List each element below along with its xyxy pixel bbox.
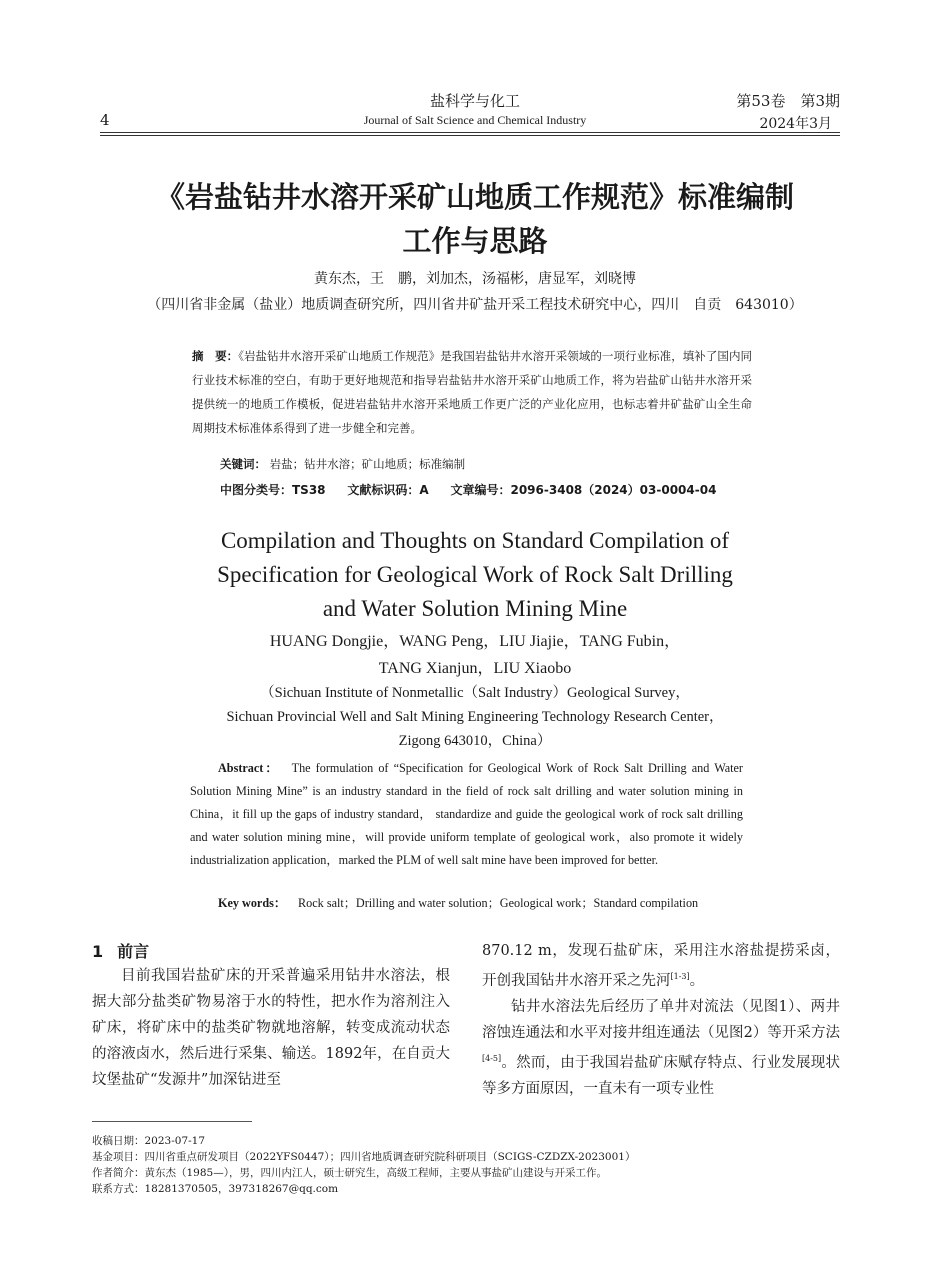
body-paragraph	[482, 994, 840, 1102]
keywords-cn-label: 关键词：	[220, 457, 266, 471]
footnote-author-bio: 作者简介：黄东杰（1985—），男，四川内江人，硕士研究生，高级工程师，主要从事盐矿山建设与开采工作。	[92, 1167, 607, 1179]
keywords-en-text: Rock salt；Drilling and water solution；Geological work；Standard compilation	[298, 896, 699, 910]
citation: [1-3]	[670, 972, 690, 981]
footnote-fund: 基金项目：四川省重点研发项目（2022YFS0447）；四川省地质调查研究院科研项目（SCIGS-CZDZX-2023001）	[92, 1151, 636, 1163]
keywords-en	[218, 894, 758, 911]
body-text-end: 。	[689, 972, 705, 989]
authors-en-line2: TANG Xianjun，LIU Xiaobo	[378, 660, 572, 677]
body-text-end: 。然而，由于我国岩盐矿床赋存特点、行业发展现状等多方面原因，一直未有一项专业性	[482, 1054, 840, 1097]
page-number: 4	[100, 111, 110, 129]
body-column-left	[92, 963, 450, 1093]
body-text: 870.12 m，发现石盐矿床，采用注水溶盐提捞采卤，开创我国钻井水溶开采之先河	[482, 943, 840, 989]
keywords-cn-text: 岩盐；钻井水溶；矿山地质；标准编制	[269, 457, 466, 471]
title-en-line3: and Water Solution Mining Mine	[322, 596, 628, 621]
keywords-en-label: Key words：	[218, 896, 287, 910]
affiliation-en-line3: Zigong 643010，China）	[398, 733, 552, 749]
title-en-line2: Specification for Geological Work of Rock Salt Drilling	[217, 562, 733, 587]
footnote-contact: 联系方式：18281370505，397318267@qq.com	[92, 1183, 339, 1195]
abstract-cn-label: 摘 要：	[192, 349, 239, 363]
affiliation-en-line1: （Sichuan Institute of Nonmetallic（Salt Industry）Geological Survey，	[260, 685, 690, 701]
title-en	[80, 524, 870, 626]
issue-date: 2024年3月	[759, 116, 832, 132]
section-title: 前言	[117, 942, 150, 961]
abstract-cn-text: 《岩盐钻井水溶开采矿山地质工作规范》是我国岩盐钻井水溶开采领域的一项行业标准，填补了国内同行业技术标准的空白，有助于更好地规范和指导岩盐钻井水溶开采矿山地质工作，将为岩盐矿山钻井水溶开采提供统一的地质工作模板，促进岩盐钻井水溶开采地质工作更广泛的产业化应用，也标志着井矿盐矿山全生命周期技术标准体系得到了进一步健全和完善。	[192, 349, 752, 435]
abstract-en-text: The formulation of “Specification for Geological Work of Rock Salt Drilling and Water Solution Mining Mine” is an industry standard in the field of rock salt drilling and water solution mining in China，it fill up the gaps of industry standard， standardize and guide the geological work of rock salt drilling and water solution mining mine，will provide uniform template of geological work，also promote it widely industrialization application，marked the PLM of well salt mine have been improved for better.	[190, 761, 743, 867]
citation: [4-5]	[482, 1053, 502, 1063]
title-cn	[80, 175, 870, 263]
footnotes	[92, 1133, 792, 1197]
authors-en-line1: HUANG Dongjie，WANG Peng，LIU Jiajie，TANG Fubin，	[269, 633, 681, 650]
section-number: 1	[92, 942, 104, 961]
abstract-en-label: Abstract：	[218, 761, 280, 775]
footnote-rule	[92, 1121, 252, 1122]
body-paragraph: 目前我国岩盐矿床的开采普遍采用钻井水溶法，根据大部分盐类矿物易溶于水的特性，把水作为溶剂注入矿床，将矿床中的盐类矿物就地溶解，转变成流动状态的溶液卤水，然后进行采集、输送。1892年，在自贡大坟堡盐矿“发源井”加深钻进至	[92, 968, 450, 1088]
footnote-received: 收稿日期：2023-07-17	[92, 1135, 206, 1147]
authors-cn: 黄东杰，王 鹏，刘加杰，汤福彬，唐显军，刘晓博	[314, 271, 636, 287]
document-code: 文献标识码：A	[347, 483, 429, 497]
section-heading	[92, 939, 149, 962]
keywords-cn	[220, 456, 760, 472]
journal-name-cn: 盐科学与化工	[429, 92, 520, 110]
article-number: 文章编号：2096-3408（2024）03-0004-04	[450, 483, 717, 497]
abstract-cn	[192, 344, 752, 440]
body-text: 钻井水溶法先后经历了单井对流法（见图1）、两井溶蚀连通法和水平对接井组连通法（见图2）等开采方法	[482, 998, 840, 1041]
clc-number: 中图分类号：TS38	[220, 483, 326, 497]
title-cn-line1: 《岩盐钻井水溶开采矿山地质工作规范》标准编制	[155, 180, 794, 214]
header-rule-lower	[100, 135, 840, 136]
volume-issue: 第53卷 第3期	[736, 92, 840, 110]
affiliation-cn: （四川省非金属（盐业）地质调查研究所，四川省井矿盐开采工程技术研究中心，四川 自贡 643010）	[147, 297, 803, 313]
authors-en	[0, 628, 950, 682]
affiliation-en-line2: Sichuan Provincial Well and Salt Mining Engineering Technology Research Center，	[226, 709, 724, 725]
body-paragraph-continued	[482, 938, 840, 994]
journal-name-en: Journal of Salt Science and Chemical Industry	[363, 113, 587, 127]
classification-cn	[220, 481, 760, 498]
title-en-line1: Compilation and Thoughts on Standard Compilation of	[220, 528, 730, 553]
abstract-en	[190, 757, 743, 872]
body-column-right	[482, 938, 840, 1102]
title-cn-line2: 工作与思路	[402, 224, 548, 258]
affiliation-en	[0, 681, 950, 753]
header-rule	[100, 132, 840, 133]
